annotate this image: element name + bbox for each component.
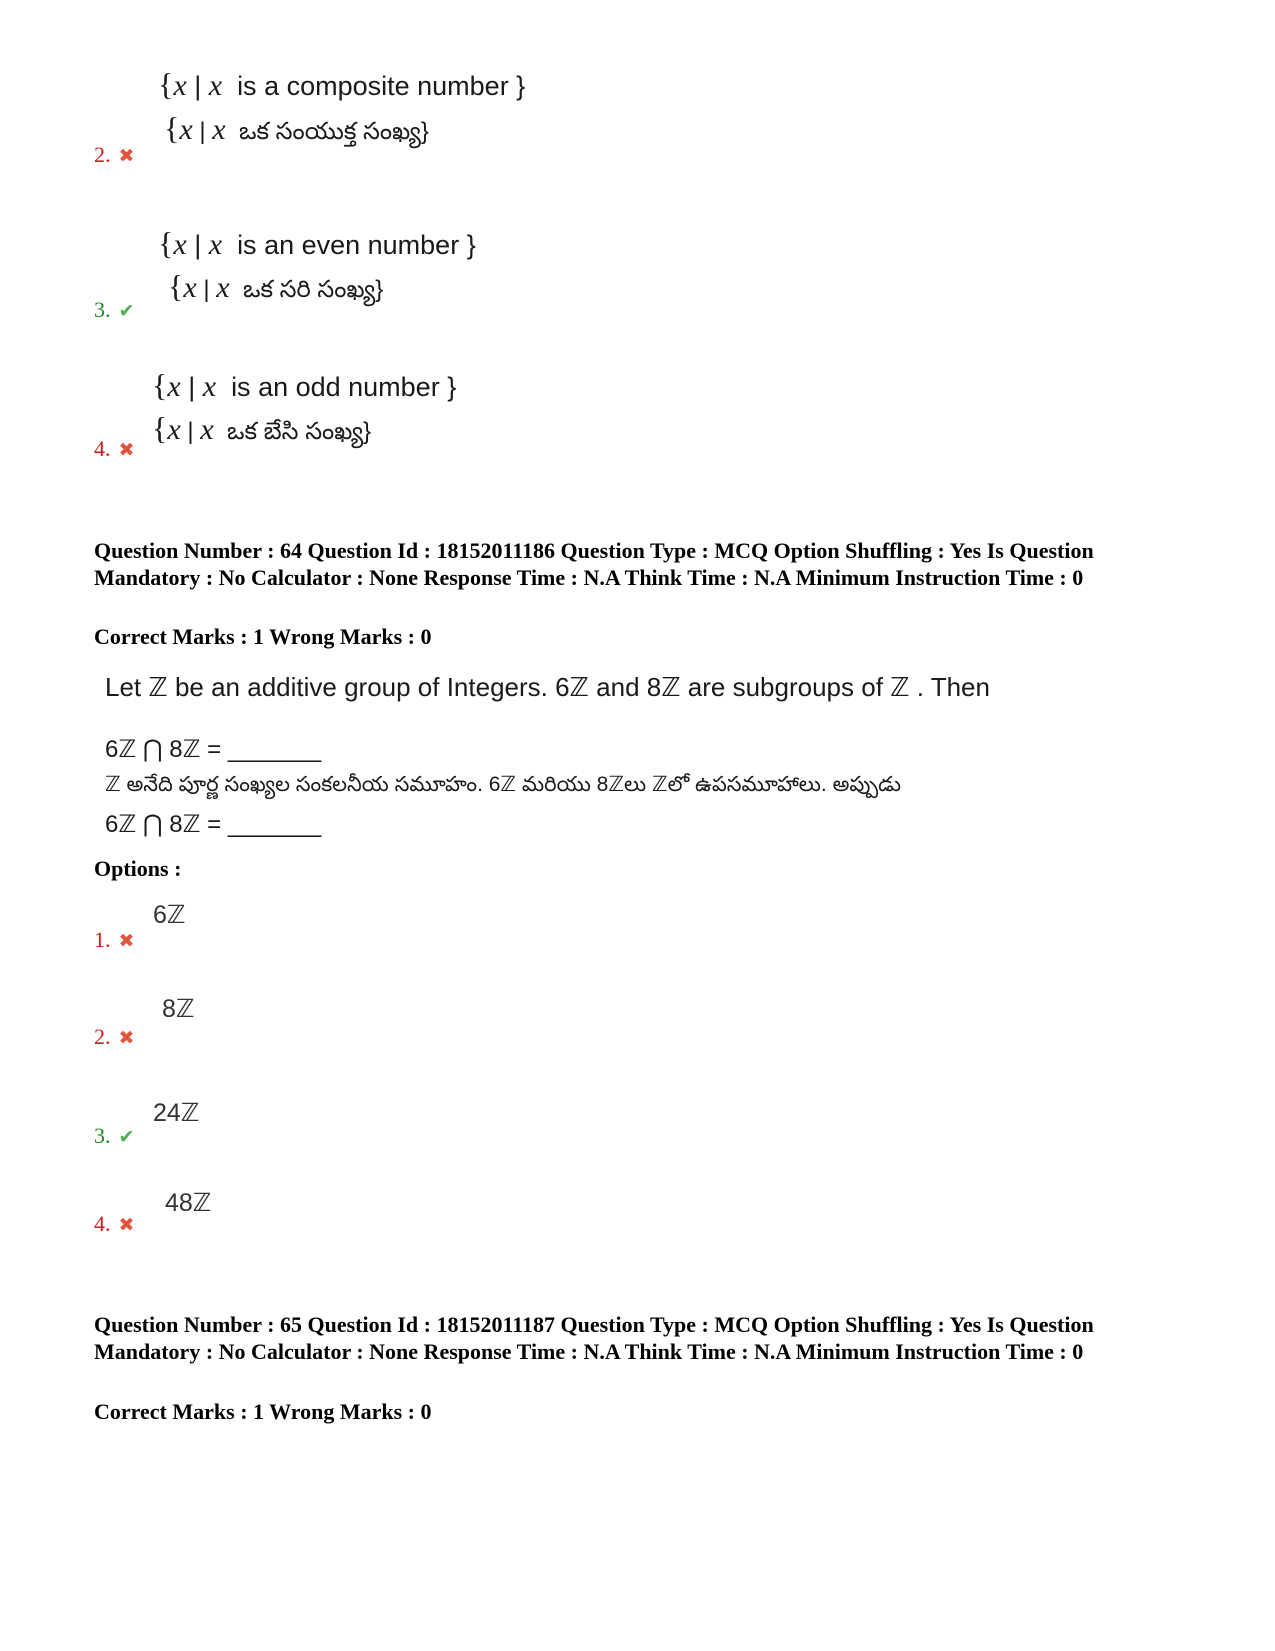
q64-equation-english: 6ℤ ⋂ 8ℤ = _______ — [105, 736, 322, 763]
q64-question-english: Let ℤ be an additive group of Integers. 6ℤ and 8ℤ are subgroups of ℤ . Then — [105, 672, 990, 702]
prev-option-4-telugu: {x | x ఒక బేసి సంఖ్య} — [152, 410, 372, 446]
cross-icon: ✖ — [118, 1027, 135, 1049]
prev-option-2-english: {x | x is a composite number } — [158, 66, 526, 102]
q65-marks: Correct Marks : 1 Wrong Marks : 0 — [94, 1399, 432, 1424]
cross-icon: ✖ — [118, 1214, 135, 1236]
q64-meta: Question Number : 64 Question Id : 18152011186 Question Type : MCQ Option Shuffling : Yes Is Question Mandatory : No Calculator : None Response Time : N.A Think Time : N.A Minimum Instruction Time : 0 — [94, 538, 1094, 590]
prev-option-3-number: 3. ✔ — [94, 297, 135, 322]
prev-option-4-number: 4. ✖ — [94, 436, 135, 461]
q64-option-2-value: 8ℤ — [162, 995, 195, 1023]
prev-option-2-number: 2. ✖ — [94, 142, 135, 167]
q64-option-3-number: 3. ✔ — [94, 1123, 135, 1148]
q64-option-1-number: 1. ✖ — [94, 927, 135, 952]
check-icon: ✔ — [118, 300, 135, 322]
prev-option-2-telugu: {x | x ఒక సంయుక్త సంఖ్య} — [164, 110, 429, 146]
q64-marks: Correct Marks : 1 Wrong Marks : 0 — [94, 624, 432, 649]
cross-icon: ✖ — [118, 145, 135, 167]
cross-icon: ✖ — [118, 439, 135, 461]
q64-option-4-value: 48ℤ — [165, 1189, 212, 1217]
prev-option-3-english: {x | x is an even number } — [158, 225, 476, 261]
q64-options-label: Options : — [94, 856, 182, 881]
q64-option-2-number: 2. ✖ — [94, 1024, 135, 1049]
cross-icon: ✖ — [118, 930, 135, 952]
q64-option-3-value: 24ℤ — [153, 1099, 200, 1127]
q64-option-1-value: 6ℤ — [153, 901, 186, 929]
q64-question-telugu: ℤ అనేది పూర్ణ సంఖ్యల సంకలనీయ సమూహం. 6ℤ మరియు 8ℤలు ℤలో ఉపసమూహాలు. అప్పుడు — [105, 773, 901, 796]
prev-option-3-telugu: {x | x ఒక సరి సంఖ్య} — [168, 268, 384, 304]
q64-option-4-number: 4. ✖ — [94, 1211, 135, 1236]
prev-option-4-english: {x | x is an odd number } — [152, 367, 457, 403]
q64-equation-telugu: 6ℤ ⋂ 8ℤ = _______ — [105, 811, 322, 838]
check-icon: ✔ — [118, 1126, 135, 1148]
q65-meta: Question Number : 65 Question Id : 18152011187 Question Type : MCQ Option Shuffling : Yes Is Question Mandatory : No Calculator : None Response Time : N.A Think Time : N.A Minimum Instruction Time : 0 — [94, 1312, 1094, 1364]
